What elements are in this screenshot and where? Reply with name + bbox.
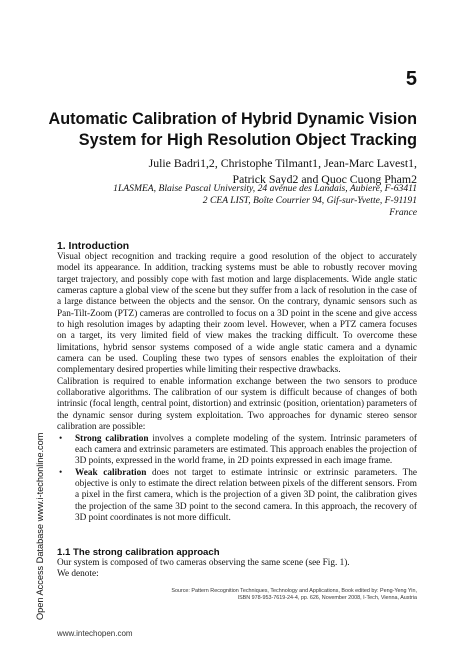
subsection-body — [57, 558, 417, 581]
author-line: Julie Badri1,2, Christophe Tilmant1, Jean-Marc Lavest1, — [148, 156, 417, 170]
chapter-title — [37, 109, 417, 150]
chapter-title-line: Automatic Calibration of Hybrid Dynamic Vision — [48, 110, 417, 128]
list-item-term: Weak calibration — [75, 467, 147, 478]
affiliations — [87, 183, 417, 220]
source-note-line: Source: Pattern Recognition Techniques, Technology and Applications, Book edited by: Peng-Yeng Yin, — [171, 588, 417, 594]
chapter-title-line: System for High Resolution Object Tracking — [78, 130, 417, 149]
paragraph: We denote: — [57, 569, 99, 580]
source-note-line: ISBN 978-953-7619-24-4, pp. 626, November 2008, I-Tech, Vienna, Austria — [237, 595, 417, 602]
section-heading-introduction: 1. Introduction — [57, 241, 130, 252]
list-item-term: Strong calibration — [75, 433, 149, 444]
chapter-number: 5 — [405, 68, 417, 90]
subsection-heading: 1.1 The strong calibration approach — [57, 547, 220, 558]
list-item-text: involves a complete modeling of the system. Intrinsic parameters of each camera and extrinsic parameters are estimated. This approach enables the projection of 3D points, expressed in the world frame, in 2D points expressed in each image frame. — [75, 433, 417, 467]
paragraph: Calibration is required to enable information exchange between the two sensors to produce collaborative algorithms. The calibration of our system is difficult because of changes of both intrinsic (focal length, central point, distortion) and extrinsic (position, orientation) parameters of the dynamic sensor during system exploitation. Two approaches for dynamic stereo sensor calibration are possible: — [57, 376, 417, 433]
footer-url[interactable]: www.intechopen.com — [57, 629, 133, 638]
bullet-icon: • — [59, 467, 63, 478]
source-note — [100, 588, 417, 603]
paragraph: Visual object recognition and tracking require a good resolution of the object to accurately model its appearance. In addition, tracking systems must be able to robustly recover moving target trajectory, and possibly cope with fast motion and large displacements. Wide angle static cameras capture a global view of the scene but they suffer from a lack of resolution in the case of a large distance between the objects and the sensor. On the contrary, dynamic sensors such as Pan-Tilt-Zoom (PTZ) cameras are controlled to focus on a 3D point in the scene and give access to high resolution images by adapting their zoom level. However, when a PTZ camera focuses on a target, its very limited field of view makes the tracking difficult. To overcome these limitations, hybrid sensor systems composed of a wide angle static camera and a dynamic camera can be used. Coupling these two types of sensors enables the exploitation of their complementary desired properties while limiting their respective drawbacks. — [57, 252, 417, 376]
list-item-text: does not target to estimate intrinsic or extrinsic parameters. The objective is only to estimate the direct relation between pixels of the different sensors. From a pixel in the first camera, which is the projection of a given 3D point, the calibration gives the projection of the same 3D point to the second camera. In this approach, the recovery of 3D point coordinates is not more difficult. — [75, 467, 418, 523]
list-item — [57, 434, 417, 468]
bullet-icon: • — [59, 433, 63, 444]
affiliation-line: France — [389, 207, 417, 219]
sidebar-watermark-text: Open Access Database www.i-techonline.com — [35, 432, 45, 620]
affiliation-line: 2 CEA LIST, Boîte Courrier 94, Gif-sur-Yvette, F-91191 — [202, 195, 417, 207]
calibration-approach-list — [57, 434, 417, 525]
author-line: Patrick Sayd2 and Quoc Cuong Pham2 — [232, 172, 417, 186]
list-item — [57, 468, 417, 525]
affiliation-line: 1LASMEA, Blaise Pascal University, 24 avenue des Landais, Aubiere, F-63411 — [113, 183, 417, 194]
introduction-body — [57, 252, 417, 524]
paragraph: Our system is composed of two cameras observing the same scene (see Fig. 1). — [57, 558, 350, 568]
